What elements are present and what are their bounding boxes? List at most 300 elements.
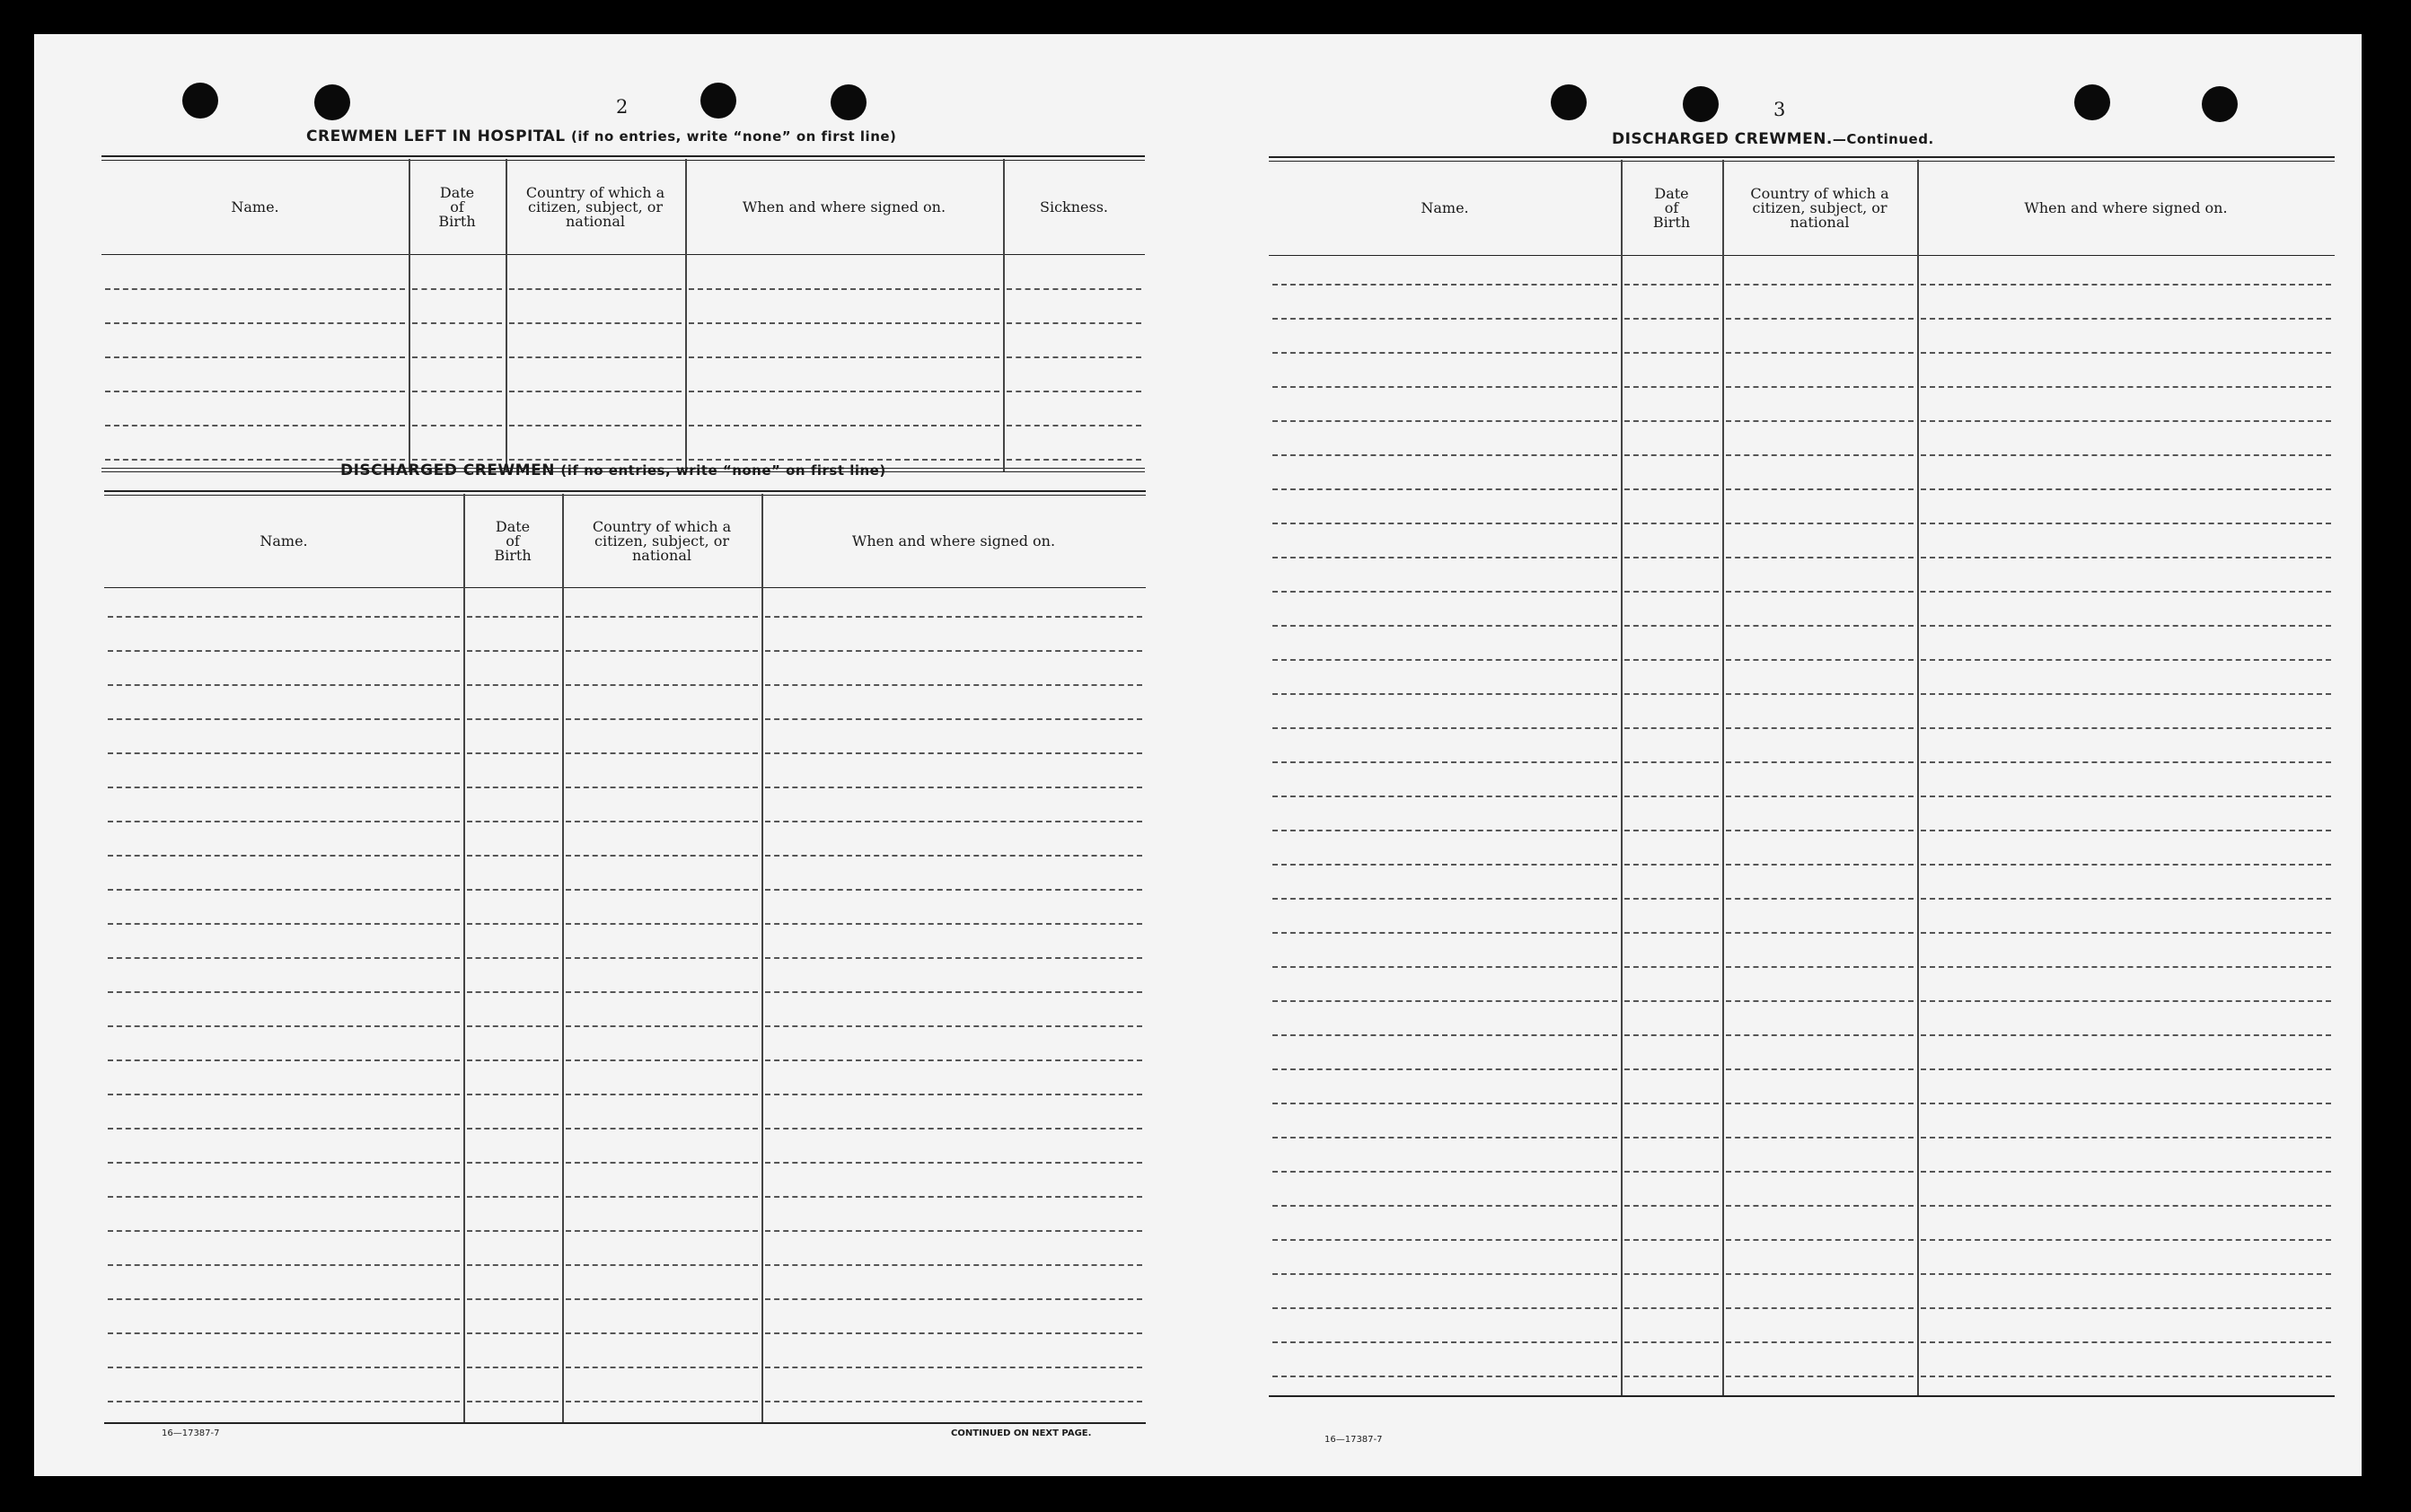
entry-line bbox=[1726, 1341, 1914, 1343]
entry-line bbox=[467, 991, 559, 993]
entry-line bbox=[689, 288, 999, 290]
entry-line bbox=[566, 684, 758, 686]
entry-line bbox=[1726, 420, 1914, 422]
entry-line bbox=[765, 1162, 1142, 1164]
entry-line bbox=[1921, 1205, 2331, 1207]
entry-line bbox=[566, 889, 758, 891]
header-line: Birth bbox=[494, 547, 532, 564]
column-header-name: Name. bbox=[1421, 199, 1469, 216]
entry-line bbox=[1921, 966, 2331, 968]
entry-line bbox=[1921, 932, 2331, 934]
entry-line bbox=[1624, 420, 1719, 422]
entry-line bbox=[1726, 1034, 1914, 1036]
entry-line bbox=[1726, 659, 1914, 661]
entry-line bbox=[1921, 420, 2331, 422]
entry-line bbox=[1726, 1000, 1914, 1002]
entry-line bbox=[467, 650, 559, 652]
entry-line bbox=[1272, 1341, 1617, 1343]
entry-line bbox=[1624, 1000, 1719, 1002]
column-divider bbox=[1621, 160, 1623, 1395]
continued-table-title bbox=[1612, 130, 1934, 148]
entry-line bbox=[1272, 557, 1617, 558]
table-bottom-rule bbox=[104, 1422, 1146, 1424]
entry-line bbox=[689, 459, 999, 461]
entry-line bbox=[1272, 693, 1617, 695]
column-header-signed-on: When and where signed on. bbox=[2024, 199, 2228, 216]
entry-line bbox=[1624, 488, 1719, 490]
entry-line bbox=[467, 616, 559, 618]
entry-line bbox=[1921, 591, 2331, 593]
hospital-title-note: (if no entries, write “none” on first line) bbox=[571, 128, 897, 145]
entry-line bbox=[1726, 1273, 1914, 1275]
header-line: Birth bbox=[1652, 214, 1691, 231]
entry-line bbox=[1272, 318, 1617, 320]
entry-line bbox=[1726, 966, 1914, 968]
entry-line bbox=[105, 322, 405, 324]
entry-line bbox=[1726, 1376, 1914, 1377]
header-line: national bbox=[566, 213, 625, 230]
entry-line bbox=[566, 1401, 758, 1402]
entry-line bbox=[1921, 318, 2331, 320]
table-top-rule bbox=[1269, 156, 2335, 158]
entry-line bbox=[1921, 1103, 2331, 1104]
entry-line bbox=[1624, 1034, 1719, 1036]
column-header-signed-on: When and where signed on. bbox=[851, 532, 1056, 549]
entry-line bbox=[1726, 1171, 1914, 1173]
entry-line bbox=[566, 752, 758, 754]
entry-line bbox=[1624, 898, 1719, 900]
entry-line bbox=[1272, 352, 1617, 354]
entry-line bbox=[1921, 761, 2331, 763]
entry-line bbox=[467, 1094, 559, 1095]
entry-line bbox=[412, 459, 502, 461]
entry-line bbox=[467, 923, 559, 925]
discharged-title-note: (if no entries, write “none” on first line) bbox=[560, 462, 886, 479]
entry-line bbox=[1624, 761, 1719, 763]
entry-line bbox=[765, 855, 1142, 857]
entry-line bbox=[467, 1332, 559, 1334]
entry-line bbox=[1624, 1103, 1719, 1104]
entry-line bbox=[1272, 761, 1617, 763]
entry-line bbox=[566, 1230, 758, 1232]
entry-line bbox=[1921, 830, 2331, 831]
entry-line bbox=[765, 1298, 1142, 1300]
entry-line bbox=[566, 1094, 758, 1095]
entry-line bbox=[108, 957, 460, 959]
entry-line bbox=[1624, 1341, 1719, 1343]
entry-line bbox=[1624, 557, 1719, 558]
entry-line bbox=[566, 1059, 758, 1061]
entry-line bbox=[108, 821, 460, 822]
entry-line bbox=[467, 752, 559, 754]
entry-line bbox=[1921, 1171, 2331, 1173]
entry-line bbox=[108, 991, 460, 993]
entry-line bbox=[108, 684, 460, 686]
entry-line bbox=[105, 356, 405, 358]
entry-line bbox=[467, 1367, 559, 1368]
entry-line bbox=[108, 752, 460, 754]
entry-line bbox=[509, 322, 682, 324]
entry-line bbox=[1726, 318, 1914, 320]
entry-line bbox=[1007, 288, 1141, 290]
entry-line bbox=[1272, 659, 1617, 661]
entry-line bbox=[1921, 864, 2331, 866]
entry-line bbox=[689, 322, 999, 324]
entry-line bbox=[467, 684, 559, 686]
entry-line bbox=[1921, 1376, 2331, 1377]
punch-hole-icon bbox=[831, 84, 867, 120]
entry-line bbox=[566, 718, 758, 720]
entry-line bbox=[1921, 693, 2331, 695]
table-top-rule bbox=[104, 490, 1146, 492]
header-line: national bbox=[632, 547, 691, 564]
entry-line bbox=[1726, 352, 1914, 354]
entry-line bbox=[566, 1162, 758, 1164]
entry-line bbox=[467, 855, 559, 857]
column-header-sickness: Sickness. bbox=[1039, 198, 1108, 215]
column-header-signed-on: When and where signed on. bbox=[742, 198, 946, 215]
entry-line bbox=[1726, 693, 1914, 695]
entry-line bbox=[566, 991, 758, 993]
entry-line bbox=[1726, 932, 1914, 934]
table-bottom-rule bbox=[1269, 1395, 2335, 1397]
entry-line bbox=[108, 1401, 460, 1402]
entry-line bbox=[1272, 420, 1617, 422]
entry-line bbox=[1921, 659, 2331, 661]
entry-line bbox=[105, 391, 405, 392]
hospital-title-text: CREWMEN LEFT IN HOSPITAL bbox=[306, 127, 566, 145]
entry-line bbox=[1921, 1273, 2331, 1275]
entry-line bbox=[467, 957, 559, 959]
entry-line bbox=[467, 1298, 559, 1300]
entry-line bbox=[1272, 727, 1617, 729]
header-line: of bbox=[506, 532, 520, 549]
entry-line bbox=[105, 459, 405, 461]
entry-line bbox=[1624, 693, 1719, 695]
entry-line bbox=[1726, 898, 1914, 900]
entry-line bbox=[566, 787, 758, 788]
entry-line bbox=[765, 923, 1142, 925]
entry-line bbox=[108, 1094, 460, 1095]
entry-line bbox=[566, 1367, 758, 1368]
entry-line bbox=[108, 1230, 460, 1232]
form-number: 16—17387-7 bbox=[162, 1428, 220, 1438]
column-divider bbox=[761, 494, 763, 1422]
entry-line bbox=[765, 957, 1142, 959]
entry-line bbox=[765, 1128, 1142, 1130]
entry-line bbox=[1726, 591, 1914, 593]
entry-line bbox=[1272, 1307, 1617, 1309]
punch-hole-icon bbox=[1683, 86, 1719, 122]
header-line: Country of which a bbox=[525, 184, 665, 201]
entry-line bbox=[1624, 796, 1719, 797]
entry-line bbox=[1726, 864, 1914, 866]
header-line: of bbox=[1664, 199, 1679, 216]
entry-line bbox=[765, 821, 1142, 822]
entry-line bbox=[1921, 727, 2331, 729]
table-top-rule bbox=[101, 160, 1145, 161]
entry-line bbox=[689, 391, 999, 392]
entry-line bbox=[765, 1094, 1142, 1095]
entry-line bbox=[1272, 1273, 1617, 1275]
column-divider bbox=[562, 494, 564, 1422]
column-header-country bbox=[562, 497, 761, 585]
entry-line bbox=[467, 821, 559, 822]
entry-line bbox=[765, 752, 1142, 754]
entry-line bbox=[509, 459, 682, 461]
entry-line bbox=[1272, 1034, 1617, 1036]
entry-line bbox=[1921, 386, 2331, 388]
entry-line bbox=[1272, 386, 1617, 388]
column-header-date-of-birth bbox=[1621, 163, 1722, 253]
entry-line bbox=[1624, 591, 1719, 593]
discharged-continued-table bbox=[1269, 156, 2335, 1399]
entry-line bbox=[1272, 1239, 1617, 1241]
entry-line bbox=[1624, 659, 1719, 661]
entry-line bbox=[108, 1196, 460, 1198]
entry-line bbox=[1624, 932, 1719, 934]
entry-line bbox=[765, 684, 1142, 686]
entry-line bbox=[467, 787, 559, 788]
entry-line bbox=[467, 1401, 559, 1402]
entry-line bbox=[1726, 761, 1914, 763]
entry-line bbox=[689, 356, 999, 358]
entry-line bbox=[1726, 796, 1914, 797]
entry-line bbox=[108, 889, 460, 891]
discharged-table bbox=[104, 490, 1146, 1428]
column-header-country bbox=[1722, 163, 1917, 253]
form-spread bbox=[34, 34, 2362, 1476]
entry-line bbox=[1624, 1205, 1719, 1207]
header-line: Country of which a bbox=[592, 518, 732, 535]
entry-line bbox=[467, 1230, 559, 1232]
entry-line bbox=[1921, 1341, 2331, 1343]
entry-line bbox=[1272, 1376, 1617, 1377]
entry-line bbox=[566, 1025, 758, 1027]
entry-line bbox=[108, 855, 460, 857]
entry-line bbox=[765, 1059, 1142, 1061]
entry-line bbox=[566, 855, 758, 857]
entry-line bbox=[566, 650, 758, 652]
entry-line bbox=[108, 1332, 460, 1334]
entry-line bbox=[108, 1128, 460, 1130]
entry-line bbox=[1007, 425, 1141, 426]
header-line: citizen, subject, or bbox=[594, 532, 730, 549]
continued-title-suffix: —Continued. bbox=[1832, 131, 1934, 147]
entry-line bbox=[1624, 284, 1719, 286]
entry-line bbox=[467, 1128, 559, 1130]
entry-line bbox=[467, 1059, 559, 1061]
entry-line bbox=[1726, 284, 1914, 286]
entry-line bbox=[1272, 796, 1617, 797]
entry-line bbox=[765, 787, 1142, 788]
entry-line bbox=[765, 1332, 1142, 1334]
header-line: citizen, subject, or bbox=[1752, 199, 1887, 216]
header-rule bbox=[1269, 255, 2335, 256]
entry-line bbox=[1272, 625, 1617, 627]
entry-line bbox=[1921, 523, 2331, 524]
entry-line bbox=[1921, 898, 2331, 900]
entry-line bbox=[1272, 932, 1617, 934]
entry-line bbox=[412, 288, 502, 290]
entry-line bbox=[1272, 830, 1617, 831]
entry-line bbox=[1624, 318, 1719, 320]
entry-line bbox=[1272, 591, 1617, 593]
column-divider bbox=[1917, 160, 1919, 1395]
entry-line bbox=[1624, 1273, 1719, 1275]
entry-line bbox=[765, 1264, 1142, 1266]
entry-line bbox=[1007, 322, 1141, 324]
entry-line bbox=[1624, 523, 1719, 524]
entry-line bbox=[1726, 454, 1914, 456]
form-number: 16—17387-7 bbox=[1324, 1435, 1383, 1445]
entry-line bbox=[1921, 557, 2331, 558]
table-top-rule bbox=[104, 495, 1146, 496]
entry-line bbox=[1726, 1103, 1914, 1104]
entry-line bbox=[1921, 1239, 2331, 1241]
entry-line bbox=[1726, 625, 1914, 627]
entry-line bbox=[467, 889, 559, 891]
column-header-name: Name. bbox=[231, 198, 279, 215]
header-line: citizen, subject, or bbox=[527, 198, 664, 215]
entry-line bbox=[1921, 488, 2331, 490]
entry-line bbox=[1272, 1000, 1617, 1002]
entry-line bbox=[108, 1162, 460, 1164]
entry-line bbox=[1624, 1307, 1719, 1309]
entry-line bbox=[566, 616, 758, 618]
page-number: 2 bbox=[616, 96, 629, 118]
entry-line bbox=[1272, 1068, 1617, 1070]
entry-line bbox=[1921, 454, 2331, 456]
entry-line bbox=[1272, 1103, 1617, 1104]
entry-line bbox=[1921, 1000, 2331, 1002]
entry-line bbox=[467, 1264, 559, 1266]
entry-line bbox=[1624, 1137, 1719, 1138]
column-header-country bbox=[506, 163, 685, 252]
entry-line bbox=[1272, 488, 1617, 490]
entry-line bbox=[1921, 625, 2331, 627]
entry-line bbox=[467, 1162, 559, 1164]
entry-line bbox=[1624, 966, 1719, 968]
header-line: Birth bbox=[438, 213, 476, 230]
continued-note: CONTINUED ON NEXT PAGE. bbox=[951, 1428, 1092, 1438]
entry-line bbox=[467, 1196, 559, 1198]
discharged-table-title bbox=[340, 462, 886, 479]
entry-line bbox=[1624, 1171, 1719, 1173]
entry-line bbox=[1272, 864, 1617, 866]
column-header-date-of-birth bbox=[463, 497, 562, 585]
entry-line bbox=[1007, 391, 1141, 392]
header-line: national bbox=[1790, 214, 1850, 231]
entry-line bbox=[566, 1264, 758, 1266]
header-rule bbox=[104, 587, 1146, 588]
entry-line bbox=[108, 1025, 460, 1027]
header-line: Date bbox=[439, 184, 475, 201]
entry-line bbox=[1624, 352, 1719, 354]
hospital-table bbox=[101, 155, 1145, 471]
entry-line bbox=[108, 1264, 460, 1266]
entry-line bbox=[1726, 523, 1914, 524]
entry-line bbox=[1726, 1239, 1914, 1241]
entry-line bbox=[765, 718, 1142, 720]
entry-line bbox=[412, 356, 502, 358]
entry-line bbox=[566, 923, 758, 925]
entry-line bbox=[1624, 727, 1719, 729]
entry-line bbox=[1272, 1171, 1617, 1173]
entry-line bbox=[1921, 284, 2331, 286]
entry-line bbox=[765, 1196, 1142, 1198]
entry-line bbox=[765, 1230, 1142, 1232]
entry-line bbox=[1921, 352, 2331, 354]
column-divider bbox=[1722, 160, 1724, 1395]
entry-line bbox=[108, 718, 460, 720]
entry-line bbox=[1726, 1307, 1914, 1309]
entry-line bbox=[412, 391, 502, 392]
entry-line bbox=[1624, 625, 1719, 627]
entry-line bbox=[765, 650, 1142, 652]
entry-line bbox=[765, 889, 1142, 891]
discharged-title-text: DISCHARGED CREWMEN bbox=[340, 462, 555, 479]
entry-line bbox=[566, 1332, 758, 1334]
column-header-name: Name. bbox=[260, 532, 308, 549]
entry-line bbox=[566, 1128, 758, 1130]
entry-line bbox=[509, 391, 682, 392]
punch-hole-icon bbox=[2074, 84, 2110, 120]
header-line: of bbox=[450, 198, 464, 215]
entry-line bbox=[108, 1367, 460, 1368]
entry-line bbox=[108, 787, 460, 788]
entry-line bbox=[412, 425, 502, 426]
entry-line bbox=[1272, 1137, 1617, 1138]
punch-hole-icon bbox=[1551, 84, 1587, 120]
entry-line bbox=[1624, 386, 1719, 388]
entry-line bbox=[566, 821, 758, 822]
entry-line bbox=[1726, 386, 1914, 388]
entry-line bbox=[1624, 1239, 1719, 1241]
entry-line bbox=[566, 957, 758, 959]
entry-line bbox=[1726, 830, 1914, 831]
punch-hole-icon bbox=[2202, 86, 2238, 122]
entry-line bbox=[1272, 284, 1617, 286]
entry-line bbox=[1624, 830, 1719, 831]
punch-hole-icon bbox=[314, 84, 350, 120]
punch-hole-icon bbox=[700, 83, 736, 119]
entry-line bbox=[1272, 454, 1617, 456]
entry-line bbox=[467, 1025, 559, 1027]
entry-line bbox=[412, 322, 502, 324]
entry-line bbox=[108, 923, 460, 925]
table-top-rule bbox=[1269, 161, 2335, 162]
entry-line bbox=[1921, 1034, 2331, 1036]
entry-line bbox=[1624, 864, 1719, 866]
column-header-date-of-birth bbox=[409, 163, 506, 252]
entry-line bbox=[689, 425, 999, 426]
entry-line bbox=[765, 1401, 1142, 1402]
entry-line bbox=[509, 425, 682, 426]
continued-title-text: DISCHARGED CREWMEN. bbox=[1612, 130, 1833, 148]
entry-line bbox=[1726, 1137, 1914, 1138]
entry-line bbox=[108, 1059, 460, 1061]
entry-line bbox=[105, 425, 405, 426]
entry-line bbox=[765, 1367, 1142, 1368]
table-top-rule bbox=[101, 155, 1145, 157]
entry-line bbox=[1624, 1068, 1719, 1070]
entry-line bbox=[108, 616, 460, 618]
entry-line bbox=[1624, 1376, 1719, 1377]
entry-line bbox=[467, 718, 559, 720]
entry-line bbox=[1272, 966, 1617, 968]
header-line: Date bbox=[1654, 185, 1689, 202]
